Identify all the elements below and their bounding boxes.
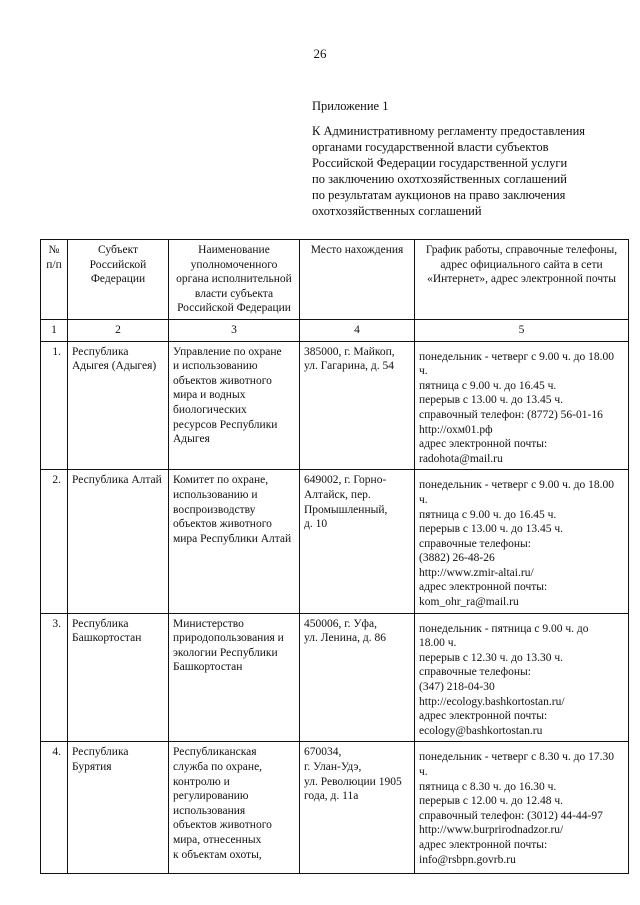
appendix-block (312, 98, 612, 219)
appendix-subtitle-line: по результатам аукционов на право заключения (312, 188, 566, 202)
cell-line: мира и водных (173, 389, 246, 402)
row-location (300, 613, 415, 742)
cell-line: п/п (46, 258, 62, 271)
cell-line: власти субъекта (194, 287, 274, 300)
cell-line: природопользования и (173, 632, 284, 645)
cell-line: понедельник - четверг с 8.30 ч. до 17.30 (419, 751, 615, 764)
cell-line: Комитет по охране, (173, 474, 269, 487)
cell-line: использования (173, 804, 246, 817)
cell-line: Наименование (198, 244, 270, 256)
appendix-subtitle-line: Российской Федерации государственной услуги (312, 156, 568, 170)
cell-line: г. Улан-Удэ, (304, 761, 362, 773)
appendix-subtitle-line: органами государственной власти субъектов (312, 140, 549, 154)
cell-line: http://охм01.рф (419, 423, 493, 436)
cell-line: служба по охране, (173, 761, 263, 773)
cell-line: Адыгея (173, 433, 210, 446)
cell-line: ресурсов Республики (173, 418, 278, 431)
cell-line: ч. (419, 493, 428, 506)
cell-line: http://www.zmir-altai.ru/ (419, 566, 534, 579)
authorities-table (40, 239, 629, 874)
cell-line: Российской (89, 258, 147, 271)
cell-line: экологии Республики (173, 646, 278, 659)
table-index-row (41, 319, 629, 341)
cell-line: справочные телефоны: (419, 666, 531, 679)
cell-line: Адыгея (Адыгея) (72, 360, 157, 373)
cell-line: info@rsbpn.govrb.ru (419, 853, 516, 866)
cell-line: ecology@bashkortostan.ru (419, 724, 543, 737)
row-organ (169, 613, 300, 742)
cell-line: ч. (419, 365, 428, 378)
table-row (41, 742, 629, 874)
cell-line: kom_ohr_ra@mail.ru (419, 596, 519, 609)
cell-line: перерыв с 13.00 ч. до 13.45 ч. (419, 394, 564, 407)
cell-line: понедельник - четверг с 9.00 ч. до 18.00 (419, 479, 615, 492)
cell-line: Промышленный, (304, 503, 388, 516)
header-organ (169, 240, 300, 320)
row-number: 4. (41, 742, 68, 874)
index-cell: 1 (41, 319, 68, 341)
table-row (41, 613, 629, 742)
cell-line: года, д. 11а (304, 790, 359, 803)
cell-line: понедельник - четверг с 9.00 ч. до 18.00 (419, 350, 615, 363)
row-subject (68, 742, 169, 874)
cell-line: справочный телефон: (3012) 44-44-97 (419, 809, 603, 822)
appendix-subtitle-line: по заключению охотхозяйственных соглашений (312, 172, 567, 186)
cell-line: Управление по охране (173, 345, 282, 358)
cell-line: Республиканская (173, 746, 257, 759)
row-subject (68, 341, 169, 470)
cell-line: Республика (72, 617, 129, 630)
index-cell: 5 (415, 319, 629, 341)
cell-line: биологических (173, 403, 247, 416)
cell-line: Республика (72, 746, 129, 759)
cell-line: 385000, г. Майкоп, (304, 345, 395, 358)
row-organ (169, 742, 300, 874)
cell-line: График работы, справочные телефоны, (425, 244, 618, 256)
cell-line: 450006, г. Уфа, (304, 617, 377, 630)
row-number: 3. (41, 613, 68, 742)
cell-line: к объектам охоты, (173, 848, 262, 861)
cell-line: 670034, (304, 746, 342, 759)
cell-line: адрес официального сайта в сети (440, 258, 603, 271)
cell-line: radohota@mail.ru (419, 452, 503, 465)
cell-line: регулированию (173, 790, 249, 803)
cell-line: перерыв с 12.30 ч. до 13.30 ч. (419, 651, 564, 664)
cell-line: объектов животного (173, 819, 272, 832)
cell-line: 649002, г. Горно- (304, 474, 387, 487)
cell-line: № (48, 244, 60, 256)
cell-line: пятница с 8.30 ч. до 16.30 ч. (419, 780, 557, 793)
cell-line: Место нахождения (310, 244, 404, 256)
cell-line: органа исполнительной (176, 273, 292, 286)
row-location (300, 341, 415, 470)
cell-line: перерыв с 13.00 ч. до 13.45 ч. (419, 523, 564, 536)
cell-line: Башкортостан (173, 661, 243, 674)
cell-line: Башкортостан (72, 632, 142, 645)
cell-line: http://www.burprirodnadzor.ru/ (419, 824, 564, 837)
appendix-subtitle (312, 123, 612, 219)
index-cell: 2 (68, 319, 169, 341)
cell-line: 18.00 ч. (419, 637, 457, 650)
page-number: 26 (313, 46, 327, 61)
row-schedule (415, 742, 629, 874)
cell-line: уполномоченного (190, 258, 278, 271)
cell-line: (3882) 26-48-26 (419, 552, 495, 565)
cell-line: ч. (419, 766, 428, 778)
cell-line: Алтайск, пер. (304, 488, 371, 501)
row-organ (169, 470, 300, 613)
header-num (41, 240, 68, 320)
cell-line: Министерство (173, 617, 244, 630)
index-cell: 3 (169, 319, 300, 341)
cell-line: ул. Революции 1905 (304, 775, 402, 788)
cell-line: справочные телефоны: (419, 537, 531, 550)
cell-line: http://ecology.bashkortostan.ru/ (419, 695, 565, 708)
cell-line: адрес электронной почты: (419, 438, 548, 451)
row-location (300, 470, 415, 613)
cell-line: Субъект (97, 244, 139, 256)
cell-line: ул. Гагарина, д. 54 (304, 360, 395, 373)
cell-line: ул. Ленина, д. 86 (304, 632, 386, 645)
appendix-subtitle-line: К Административному регламенту предоставления (312, 124, 586, 138)
table-row (41, 470, 629, 613)
cell-line: Федерации (90, 273, 146, 286)
row-schedule (415, 613, 629, 742)
header-schedule (415, 240, 629, 320)
appendix-title: Приложение 1 (312, 99, 389, 113)
row-subject (68, 613, 169, 742)
table-row (41, 341, 629, 470)
cell-line: пятница с 9.00 ч. до 16.45 ч. (419, 508, 557, 521)
cell-line: объектов животного (173, 518, 272, 531)
cell-line: использованию и (173, 488, 258, 501)
row-schedule (415, 341, 629, 470)
table-header-row (41, 240, 629, 320)
cell-line: (347) 218-04-30 (419, 681, 495, 694)
row-location (300, 742, 415, 874)
header-location (300, 240, 415, 320)
cell-line: пятница с 9.00 ч. до 16.45 ч. (419, 379, 557, 392)
index-cell: 4 (300, 319, 415, 341)
cell-line: адрес электронной почты: (419, 581, 548, 594)
cell-line: адрес электронной почты: (419, 710, 548, 723)
cell-line: Республика Алтай (72, 474, 162, 487)
cell-line: Республика (72, 345, 129, 358)
row-number: 1. (41, 341, 68, 470)
cell-line: контролю и (173, 775, 230, 788)
row-organ (169, 341, 300, 470)
row-schedule (415, 470, 629, 613)
cell-line: и использованию (173, 360, 258, 373)
cell-line: воспроизводству (173, 503, 256, 516)
cell-line: Российской Федерации (177, 302, 291, 315)
cell-line: понедельник - пятница с 9.00 ч. до (419, 622, 589, 635)
cell-line: справочный телефон: (8772) 56-01-16 (419, 408, 603, 421)
appendix-subtitle-line: охотхозяйственных соглашений (312, 204, 482, 218)
cell-line: адрес электронной почты: (419, 838, 548, 851)
cell-line: объектов животного (173, 374, 272, 387)
row-subject (68, 470, 169, 613)
cell-line: д. 10 (304, 518, 328, 531)
cell-line: Бурятия (72, 761, 112, 773)
cell-line: перерыв с 12.00 ч. до 12.48 ч. (419, 795, 564, 808)
row-number: 2. (41, 470, 68, 613)
cell-line: мира Республики Алтай (173, 532, 292, 545)
cell-line: «Интернет», адрес электронной почты (427, 273, 616, 286)
cell-line: мира, отнесенных (173, 833, 262, 846)
header-subject (68, 240, 169, 320)
